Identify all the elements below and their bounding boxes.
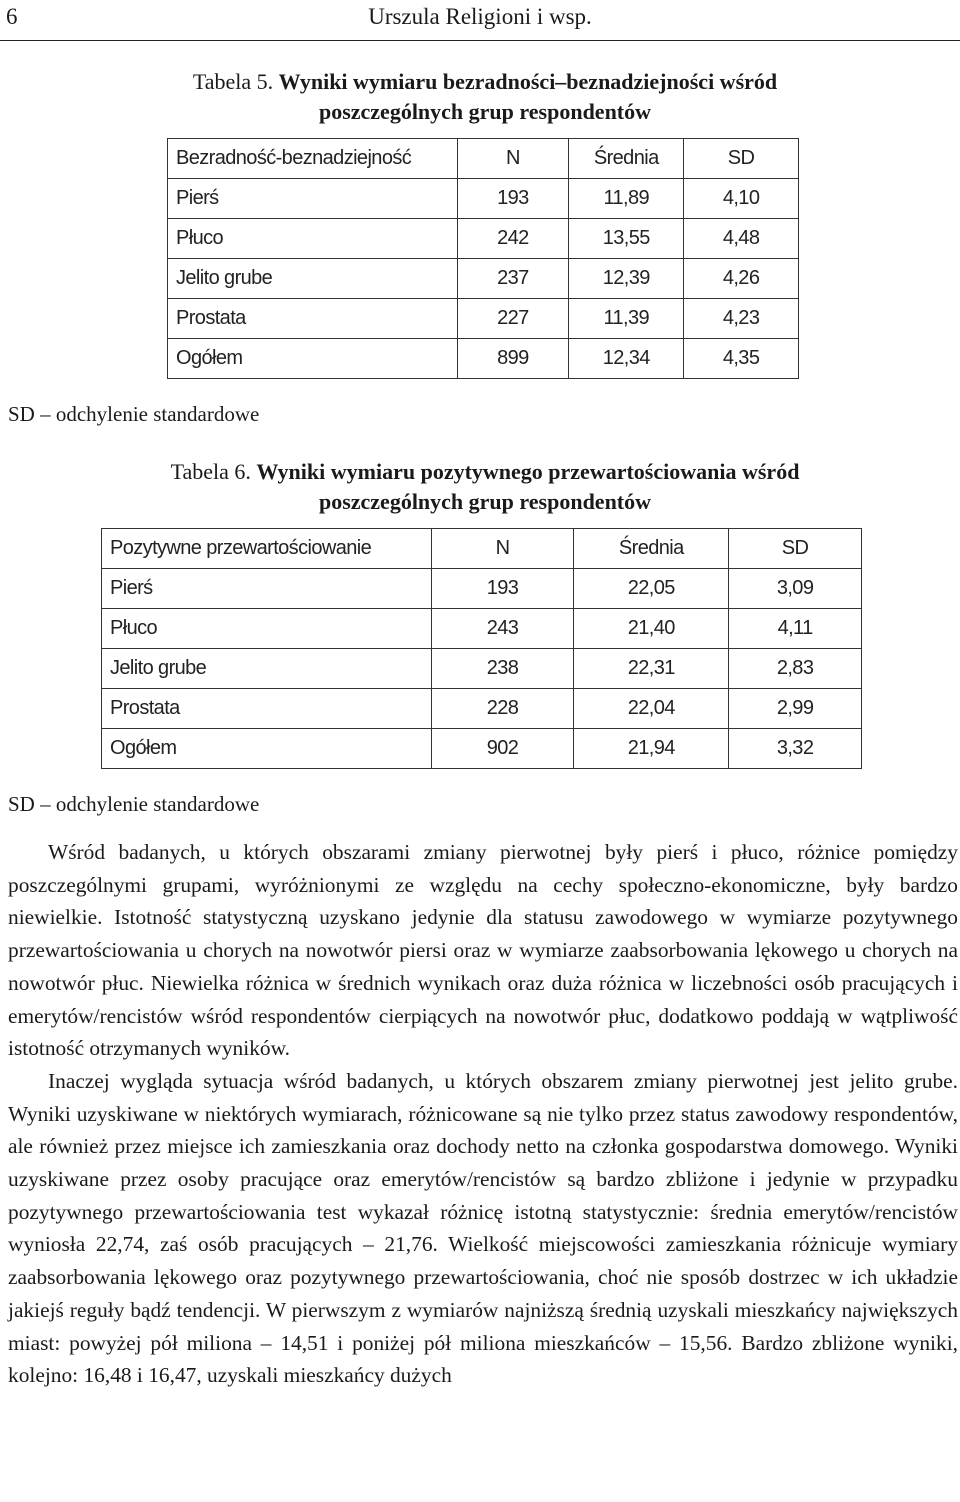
paragraph: Wśród badanych, u których obszarami zmiany pierwotnej były pierś i płuco, różnice pomiędzy poszczególnymi grupami, wyróżnionymi ze względu na cechy społeczno-ekonomiczne, były bardzo niewielkie. Istotność statystyczną uzyskano jedynie dla statusu zawodowego w wymiarze pozytywnego przewartościowania u chorych na nowotwór piersi oraz w wymiarze zaabsorbowania lękowego u chorych na nowotwór płuc. Niewielka różnica w średnich wynikach oraz duża różnica w liczebności osób pracujących i emerytów/rencistów wśród respondentów cierpiących na nowotwór płuc, dodatkowo poddają w wątpliwość istotność otrzymanych wyników. [8,840,958,1061]
table-cell: 21,94 [574,729,729,769]
table-cell: 4,35 [684,339,799,379]
table-cell: 4,10 [684,179,799,219]
table-cell: 4,26 [684,259,799,299]
body-text [8,836,958,1392]
table-cell: 238 [431,649,574,689]
table6-title: Wyniki wymiaru pozytywnego przewartościowania wśród poszczególnych grup respondentów [256,459,800,514]
table-cell: 22,31 [574,649,729,689]
table-cell: Prostata [168,299,458,339]
table6-note: SD – odchylenie standardowe [8,792,260,816]
table-cell: 11,89 [569,179,684,219]
page-header [0,0,960,41]
table-row [168,259,799,299]
table-row [102,569,862,609]
column-header: Średnia [574,529,729,569]
table-cell: 3,09 [729,569,862,609]
table-cell: 228 [431,689,574,729]
table-cell: 243 [431,609,574,649]
table-cell: 22,05 [574,569,729,609]
table-cell: Ogółem [168,339,458,379]
table6-label: Tabela 6. [170,459,251,484]
paragraph: Inaczej wygląda sytuacja wśród badanych, u których obszarem zmiany pierwotnej jest jelito grube. Wyniki uzyskiwane w niektórych wymiarach, różnicowane są nie tylko przez status zawodowy respondentów, ale również przez miejsce ich zamieszkania oraz dochody netto na członka gospodarstwa domowego. Wyniki uzyskiwane przez osoby pracujące oraz emerytów/rencistów są bardzo zbliżone i jedynie w przypadku pozytywnego przewartościowania test wykazał różnicę istotną statystycznie: średnia emerytów/rencistów wyniosła 22,74, zaś osób pracujących – 21,76. Wielkość miejscowości zamieszkania różnicuje wymiary zaabsorbowania lękowego oraz pozytywnego przewartościowania, choć nie sposób dostrzec w ich układzie jakiejś reguły bądź tendencji. W pierwszym z wymiarów najniższą średnią uzyskali mieszkańcy największych miast: powyżej pół miliona – 14,51 i poniżej pół miliona mieszkańców – 15,56. Bardzo zbliżone wyniki, kolejno: 16,48 i 16,47, uzyskali mieszkańcy dużych [8,1068,958,1388]
column-header: N [431,529,574,569]
column-header: N [457,139,569,179]
table-row [168,299,799,339]
table-cell: 899 [457,339,569,379]
table5-caption [150,67,820,127]
table-row [102,609,862,649]
table5-title: Wyniki wymiaru bezradności–beznadziejności wśród poszczególnych grup respondentów [278,69,778,124]
table5 [167,138,799,379]
table-row [102,729,862,769]
column-header: SD [684,139,799,179]
table-cell: 242 [457,219,569,259]
table-cell: 11,39 [569,299,684,339]
table-cell: 193 [457,179,569,219]
table-cell: Ogółem [102,729,432,769]
table-cell: Prostata [102,689,432,729]
table-cell: Płuco [168,219,458,259]
table5-note: SD – odchylenie standardowe [8,402,260,426]
table-cell: 2,83 [729,649,862,689]
table-cell: 4,11 [729,609,862,649]
table-header-row [168,139,799,179]
page-number: 6 [6,4,18,29]
table-cell: 2,99 [729,689,862,729]
table-cell: 227 [457,299,569,339]
table-cell: 4,48 [684,219,799,259]
table-row [168,219,799,259]
table-cell: 12,34 [569,339,684,379]
table-cell: Pierś [168,179,458,219]
table-cell: 21,40 [574,609,729,649]
table-cell: Pierś [102,569,432,609]
table-cell: 12,39 [569,259,684,299]
table-row [102,689,862,729]
column-header: Bezradność-beznadziejność [168,139,458,179]
table-cell: 22,04 [574,689,729,729]
table-row [102,649,862,689]
table-cell: 3,32 [729,729,862,769]
table-header-row [102,529,862,569]
running-head: Urszula Religioni i wsp. [368,4,592,29]
table-cell: 193 [431,569,574,609]
table-cell: 902 [431,729,574,769]
table-cell: Płuco [102,609,432,649]
table-cell: Jelito grube [102,649,432,689]
table6-caption [130,457,840,517]
column-header: Pozytywne przewartościowanie [102,529,432,569]
table5-label: Tabela 5. [192,69,274,94]
column-header: SD [729,529,862,569]
column-header: Średnia [569,139,684,179]
table-cell: 237 [457,259,569,299]
table-cell: 13,55 [569,219,684,259]
table-row [168,339,799,379]
table-cell: 4,23 [684,299,799,339]
table-row [168,179,799,219]
table-cell: Jelito grube [168,259,458,299]
table6 [101,528,862,769]
